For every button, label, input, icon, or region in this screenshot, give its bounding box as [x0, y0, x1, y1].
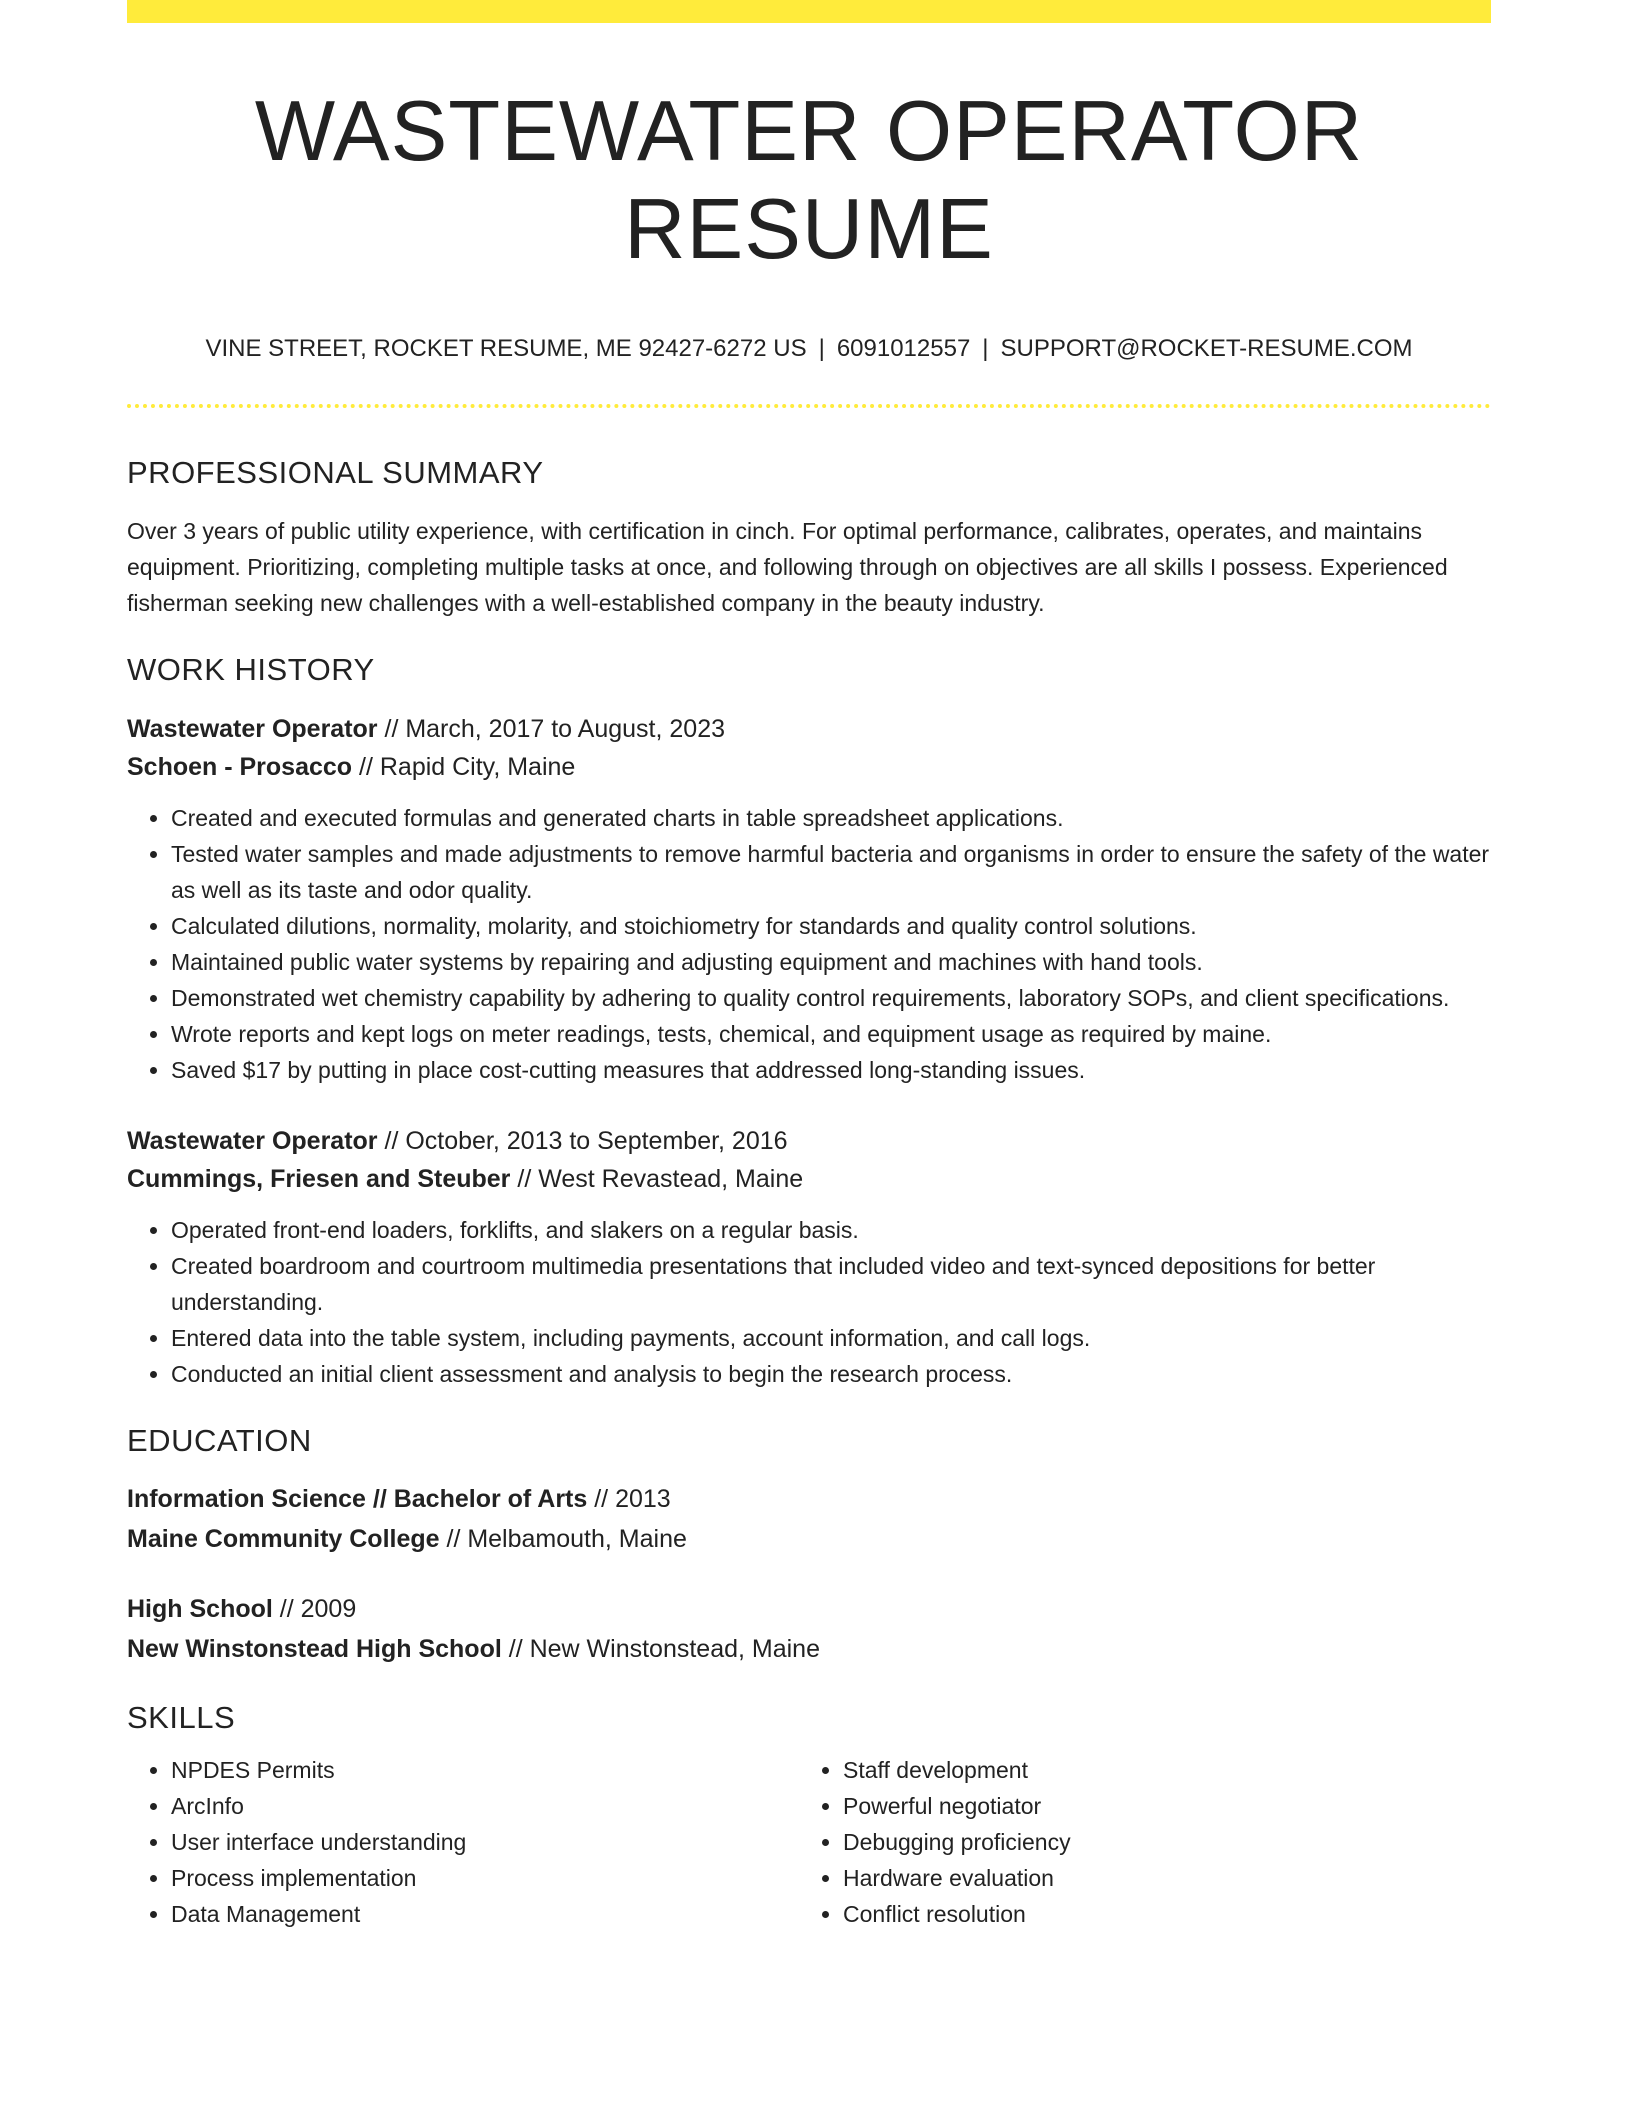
- skill-item: • NPDES Permits: [171, 1752, 799, 1788]
- skills-list-right: [799, 1752, 1471, 1932]
- job-position: Wastewater Operator: [127, 715, 378, 744]
- job-title-line: [127, 1122, 1491, 1160]
- skill-item: • Debugging proficiency: [843, 1824, 1471, 1860]
- section-title-summary: PROFESSIONAL SUMMARY: [127, 454, 544, 490]
- job-company: Cummings, Friesen and Steuber: [127, 1165, 511, 1194]
- education-school-line: [127, 1519, 1491, 1559]
- job-bullet: • Entered data into the table system, including payments, account information, and call logs.: [171, 1320, 1491, 1356]
- contact-email: SUPPORT@ROCKET-RESUME.COM: [1000, 334, 1413, 362]
- education-degree: Information Science // Bachelor of Arts: [127, 1485, 588, 1514]
- skill-item: • Data Management: [171, 1896, 799, 1932]
- dotted-divider: [127, 404, 1491, 408]
- contact-separator: |: [982, 334, 989, 362]
- job-bullet: • Tested water samples and made adjustments to remove harmful bacteria and organisms in order to ensure the safety of the water as well as its taste and odor quality.: [171, 836, 1491, 908]
- job-entry: [127, 710, 1491, 1088]
- skill-item: • Conflict resolution: [843, 1896, 1471, 1932]
- education-year: // 2013: [587, 1485, 671, 1514]
- job-dates: // March, 2017 to August, 2023: [377, 715, 725, 744]
- skill-item: • Hardware evaluation: [843, 1860, 1471, 1896]
- contact-separator: |: [818, 334, 825, 362]
- job-entry: [127, 1122, 1491, 1392]
- skill-item: • ArcInfo: [171, 1788, 799, 1824]
- section-title-education: EDUCATION: [127, 1423, 312, 1459]
- skill-item: • User interface understanding: [171, 1824, 799, 1860]
- education-location: // Melbamouth, Maine: [439, 1525, 687, 1554]
- education-degree-line: [127, 1589, 1491, 1629]
- job-title-line: [127, 710, 1491, 748]
- job-location: // West Revastead, Maine: [510, 1165, 804, 1194]
- job-bullet: • Operated front-end loaders, forklifts, and slakers on a regular basis.: [171, 1212, 1491, 1248]
- job-company-line: [127, 748, 1491, 786]
- contact-address: VINE STREET, ROCKET RESUME, ME 92427-6272 US: [205, 334, 807, 362]
- accent-top-bar: [127, 0, 1491, 23]
- skills-list-left: [127, 1752, 799, 1932]
- job-location: // Rapid City, Maine: [352, 753, 576, 782]
- resume-title: WASTEWATER OPERATOR RESUME: [254, 84, 1364, 277]
- job-bullet: • Wrote reports and kept logs on meter readings, tests, chemical, and equipment usage as required by maine.: [171, 1016, 1491, 1052]
- education-degree-line: [127, 1479, 1491, 1519]
- job-bullets: [127, 1212, 1491, 1392]
- job-company: Schoen - Prosacco: [127, 753, 353, 782]
- education-school: New Winstonstead High School: [127, 1635, 502, 1664]
- education-entry: [127, 1479, 1491, 1559]
- section-title-work-history: WORK HISTORY: [127, 651, 375, 687]
- skills-columns: [127, 1752, 1491, 1932]
- summary-text: Over 3 years of public utility experience, with certification in cinch. For optimal performance, calibrates, operates, and maintains equipment. Prioritizing, completing multiple tasks at once, and following through on objectives are all skills I possess. Experienced fisherman seeking new challenges with a well-established company in the beauty industry.: [127, 517, 1448, 616]
- job-company-line: [127, 1160, 1491, 1198]
- job-position: Wastewater Operator: [127, 1127, 378, 1156]
- job-dates: // October, 2013 to September, 2016: [377, 1127, 788, 1156]
- education-school-line: [127, 1629, 1491, 1669]
- resume-page: [127, 0, 1491, 1932]
- contact-phone: 6091012557: [836, 334, 971, 362]
- education-year: // 2009: [272, 1595, 357, 1624]
- section-title-skills: SKILLS: [127, 1700, 236, 1736]
- skill-item: • Powerful negotiator: [843, 1788, 1471, 1824]
- education-school: Maine Community College: [127, 1525, 440, 1554]
- job-bullet: • Created and executed formulas and generated charts in table spreadsheet applications.: [171, 800, 1491, 836]
- job-bullets: [127, 800, 1491, 1088]
- job-bullet: • Calculated dilutions, normality, molarity, and stoichiometry for standards and quality control solutions.: [171, 908, 1491, 944]
- job-bullet: • Demonstrated wet chemistry capability by adhering to quality control requirements, laboratory SOPs, and client specifications.: [171, 980, 1491, 1016]
- skill-item: • Process implementation: [171, 1860, 799, 1896]
- education-entry: [127, 1589, 1491, 1669]
- job-bullet: • Saved $17 by putting in place cost-cutting measures that addressed long-standing issues.: [171, 1052, 1491, 1088]
- job-bullet: • Created boardroom and courtroom multimedia presentations that included video and text-synced depositions for better understanding.: [171, 1248, 1491, 1320]
- job-bullet: • Conducted an initial client assessment and analysis to begin the research process.: [171, 1356, 1491, 1392]
- education-degree: High School: [127, 1595, 273, 1624]
- education-location: // New Winstonstead, Maine: [501, 1635, 820, 1664]
- job-bullet: • Maintained public water systems by repairing and adjusting equipment and machines with hand tools.: [171, 944, 1491, 980]
- contact-line: [127, 333, 1491, 364]
- skill-item: • Staff development: [843, 1752, 1471, 1788]
